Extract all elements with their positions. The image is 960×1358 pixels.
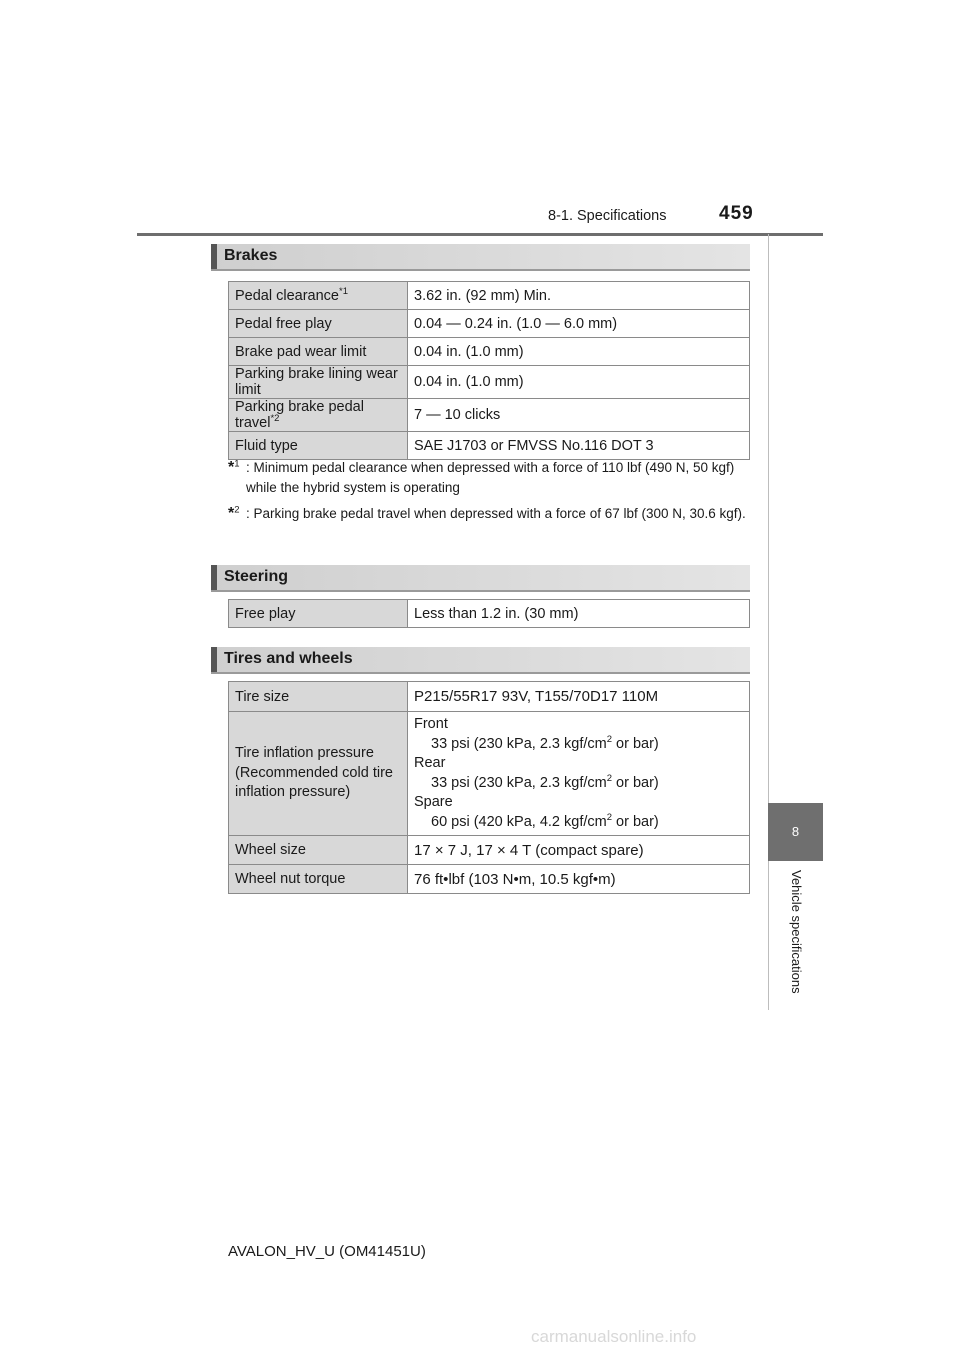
section-title: 8-1. Specifications (548, 208, 667, 224)
tires-heading (211, 647, 750, 674)
table-key: Wheel size (229, 836, 408, 865)
table-value: 0.04 — 0.24 in. (1.0 — 6.0 mm) (408, 310, 750, 338)
table-row (229, 282, 750, 310)
brakes-table (228, 281, 750, 460)
table-key: Pedal free play (229, 310, 408, 338)
side-divider (768, 234, 769, 1010)
table-value: P215/55R17 93V, T155/70D17 110M (408, 682, 750, 712)
header-divider (137, 233, 823, 236)
steering-table (228, 599, 750, 628)
table-row (229, 399, 750, 432)
table-key: Parking brake pedal travel$^{*2}$ (229, 399, 408, 432)
footer-model: AVALON_HV_U (OM41451U) (228, 1243, 426, 1260)
table-row (229, 865, 750, 894)
table-value: 0.04 in. (1.0 mm) (408, 366, 750, 399)
table-value: 3.62 in. (92 mm) Min. (408, 282, 750, 310)
table-key: Wheel nut torque (229, 865, 408, 894)
table-key: Tire size (229, 682, 408, 712)
table-value: Less than 1.2 in. (30 mm) (408, 600, 750, 628)
table-key: Free play (229, 600, 408, 628)
table-value: Front 33 psi (230 kPa, 2.3 kgf/$cm^2$ or bar) Rear 33 psi (230 kPa, 2.3 kgf/$cm^2$ or bar) Spare 60 psi (420 kPa, 4.2 kgf/$cm^2$ or bar) (408, 712, 750, 836)
table-row (229, 712, 750, 836)
table-key: Brake pad wear limit (229, 338, 408, 366)
table-key: Parking brake lining wear limit (229, 366, 408, 399)
brakes-heading (211, 244, 750, 271)
chapter-number: 8 (791, 824, 800, 839)
table-key: Pedal clearance$^{*1}$ (229, 282, 408, 310)
footnote-ref: *1 (339, 285, 348, 297)
chapter-label: Vehicle specifications (789, 870, 804, 994)
chapter-tab[interactable] (768, 803, 823, 861)
footnote-ref: *2 (270, 413, 280, 425)
table-row (229, 432, 750, 460)
table-row (229, 600, 750, 628)
table-value: 0.04 in. (1.0 mm) (408, 338, 750, 366)
table-value: 17 × 7 J, 17 × 4 T (compact spare) (408, 836, 750, 865)
tires-table (228, 681, 750, 894)
table-key: Tire inflation pressure (Recommended cold tire inflation pressure) (229, 712, 408, 836)
brakes-heading-text: Brakes (224, 247, 278, 264)
table-row (229, 310, 750, 338)
footnote-2: *$^2$ : Parking brake pedal travel when depressed with a force of 67 lbf (300 N, 30.6 kgf). (228, 504, 746, 522)
table-row (229, 682, 750, 712)
table-value: 7 — 10 clicks (408, 399, 750, 432)
table-row (229, 338, 750, 366)
tires-heading-text: Tires and wheels (224, 650, 353, 667)
page-number: 459 (719, 203, 754, 224)
steering-heading (211, 565, 750, 592)
table-key: Fluid type (229, 432, 408, 460)
watermark: carmanualsonline.info (531, 1327, 697, 1346)
footnote-1: *$^1$ : Minimum pedal clearance when depressed with a force of 110 lbf (490 N, 50 kgf) while the hybrid system is operating (228, 458, 735, 495)
table-row (229, 366, 750, 399)
table-row (229, 836, 750, 865)
table-value: 76 ft•lbf (103 N•m, 10.5 kgf•m) (408, 865, 750, 894)
table-value: SAE J1703 or FMVSS No.116 DOT 3 (408, 432, 750, 460)
steering-heading-text: Steering (224, 568, 289, 585)
